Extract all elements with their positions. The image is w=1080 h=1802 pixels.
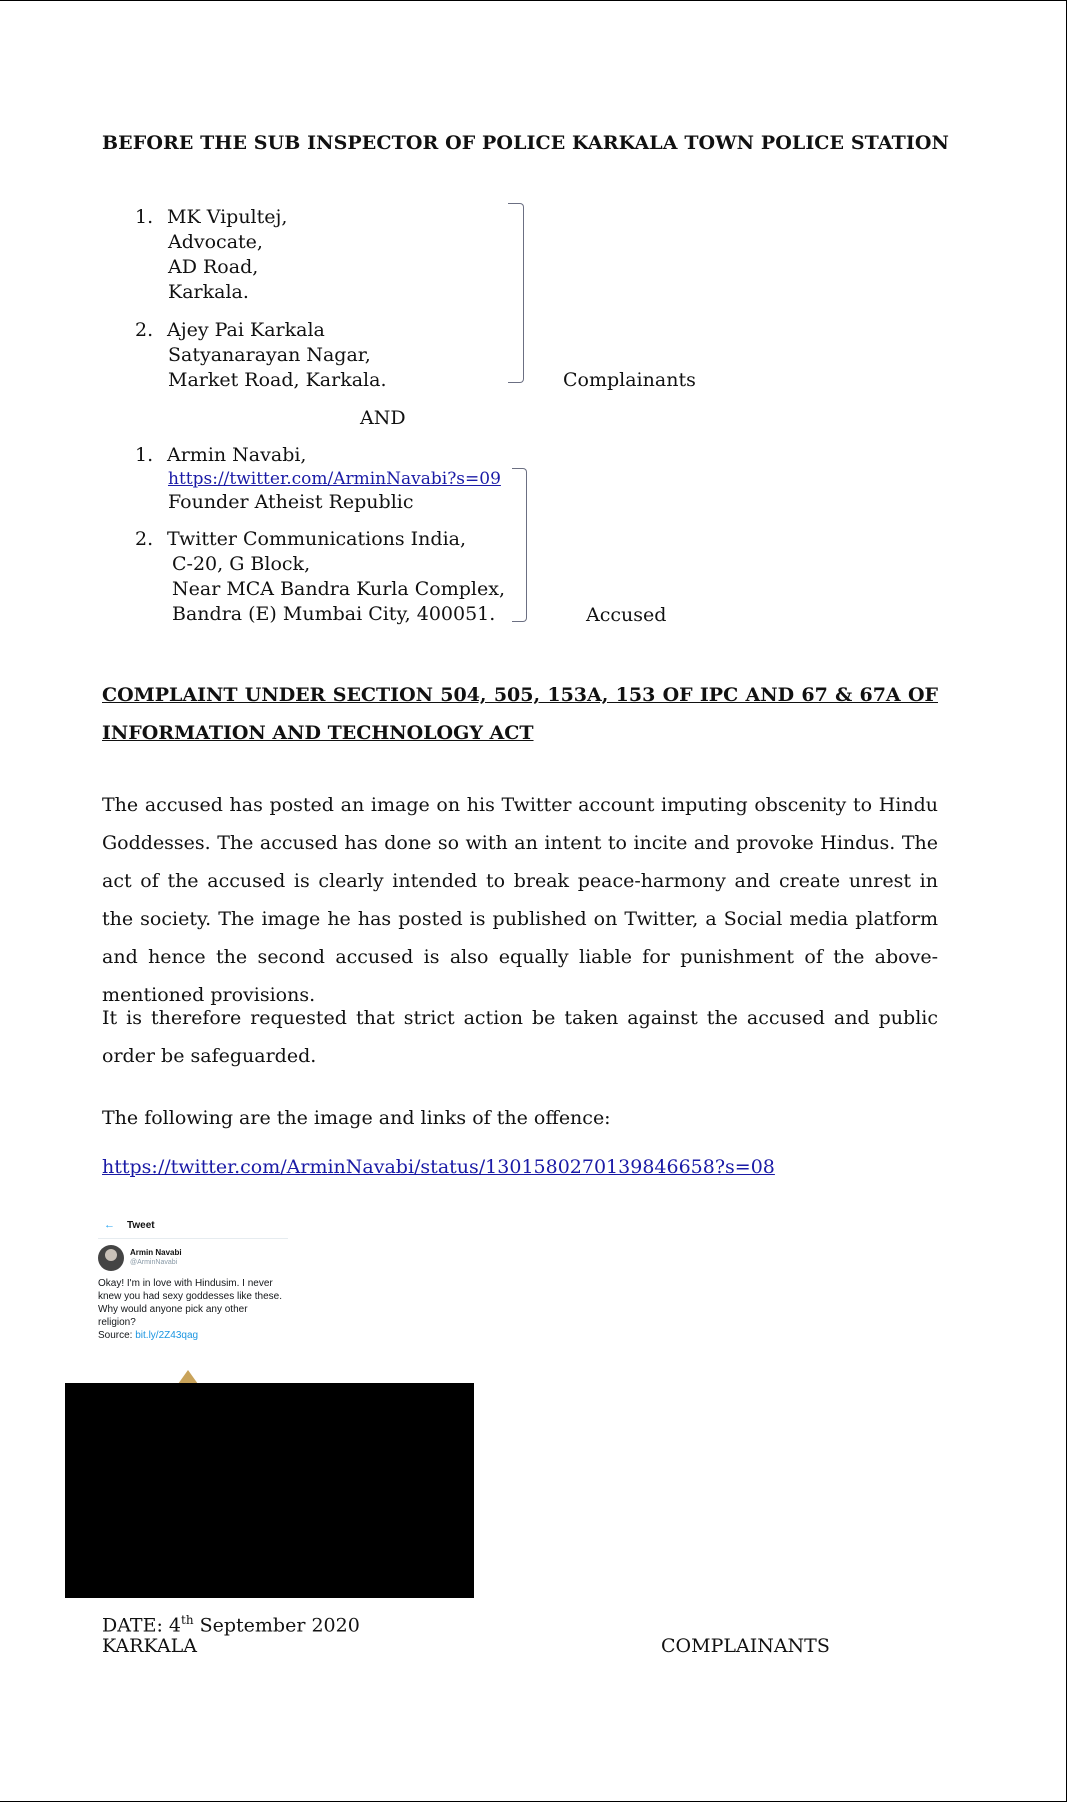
- tweet-source-label: Source:: [98, 1330, 133, 1341]
- accused-1-number: 1.: [135, 444, 154, 466]
- tweet-header-bar: [98, 1212, 288, 1239]
- accused-2-number: 2.: [135, 528, 154, 550]
- signature-label: COMPLAINANTS: [661, 1635, 830, 1657]
- tweet-user: [98, 1245, 288, 1271]
- complainant-2-number: 2.: [135, 319, 154, 341]
- complainant-2-line-1: Ajey Pai Karkala: [167, 319, 325, 341]
- accused-2-line-4: Bandra (E) Mumbai City, 400051.: [172, 603, 496, 625]
- complainants-label: Complainants: [563, 369, 696, 391]
- avatar: [98, 1245, 124, 1271]
- complainant-1: [135, 205, 287, 305]
- complainant-1-line-4: Karkala.: [168, 281, 249, 303]
- complainant-1-number: 1.: [135, 206, 154, 228]
- tweet-user-name: Armin Navabi: [130, 1248, 182, 1257]
- date-ordinal: th: [181, 1613, 194, 1627]
- complainant-2-line-2: Satyanarayan Nagar,: [168, 344, 371, 366]
- complainant-2-line-3: Market Road, Karkala.: [168, 369, 387, 391]
- accused-label: Accused: [586, 604, 667, 626]
- complainant-2: [135, 318, 387, 393]
- offence-tweet-link[interactable]: https://twitter.com/ArminNavabi/status/1301580270139846658?s=08: [102, 1156, 775, 1178]
- complaint-paragraph-2: It is therefore requested that strict action be taken against the accused and public order be safeguarded.: [102, 1007, 938, 1067]
- complaint-title: COMPLAINT UNDER SECTION 504, 505, 153A, 153 OF IPC AND 67 & 67A OF INFORMATION AND TECHNOLOGY ACT: [102, 684, 938, 744]
- page-gutter: [1067, 0, 1080, 1802]
- and-separator: AND: [360, 407, 406, 429]
- accused-2: [135, 527, 505, 627]
- complainant-1-line-2: Advocate,: [168, 231, 263, 253]
- accused-2-line-3: Near MCA Bandra Kurla Complex,: [172, 578, 505, 600]
- accused-1-title: Founder Atheist Republic: [168, 491, 414, 513]
- date-suffix: September 2020: [193, 1614, 360, 1637]
- tweet-body: Okay! I'm in love with Hindusim. I never knew you had sexy goddesses like these. Why would anyone pick any other religion?: [98, 1278, 282, 1328]
- accused-1: [135, 443, 501, 515]
- tweet-screenshot: [98, 1212, 288, 1384]
- tweet-source-link: bit.ly/2Z43qag: [135, 1330, 199, 1341]
- tweet-header-title: Tweet: [127, 1219, 155, 1231]
- accused-1-name: Armin Navabi,: [167, 444, 307, 466]
- tweet-image-peak: [178, 1370, 198, 1384]
- back-arrow-icon: ←: [104, 1219, 115, 1231]
- date-prefix: DATE: 4: [102, 1614, 181, 1637]
- accused-2-line-2: C-20, G Block,: [172, 553, 311, 575]
- accused-1-twitter-link[interactable]: https://twitter.com/ArminNavabi?s=09: [168, 469, 501, 489]
- document-heading: BEFORE THE SUB INSPECTOR OF POLICE KARKALA TOWN POLICE STATION: [102, 132, 949, 154]
- complainant-1-line-1: MK Vipultej,: [167, 206, 288, 228]
- complainant-1-line-3: AD Road,: [168, 256, 259, 278]
- redacted-image: [65, 1383, 474, 1598]
- tweet-user-handle: @ArminNavabi: [130, 1259, 178, 1266]
- complaint-place: KARKALA: [102, 1635, 197, 1657]
- complaint-paragraph-1: The accused has posted an image on his Twitter account imputing obscenity to Hindu Goddesses. The accused has done so with an intent to incite and provoke Hindus. The act of the accused is clearly intended to break peace-harmony and create unrest in the society. The image he has posted is published on Twitter, a Social media platform and hence the second accused is also equally liable for punishment of the above-mentioned provisions.: [102, 794, 938, 1006]
- accused-brace: [512, 468, 527, 622]
- accused-2-line-1: Twitter Communications India,: [167, 528, 467, 550]
- tweet-text: [98, 1277, 288, 1342]
- complaint-paragraph-3: The following are the image and links of the offence:: [102, 1107, 611, 1129]
- complainants-brace: [508, 203, 524, 383]
